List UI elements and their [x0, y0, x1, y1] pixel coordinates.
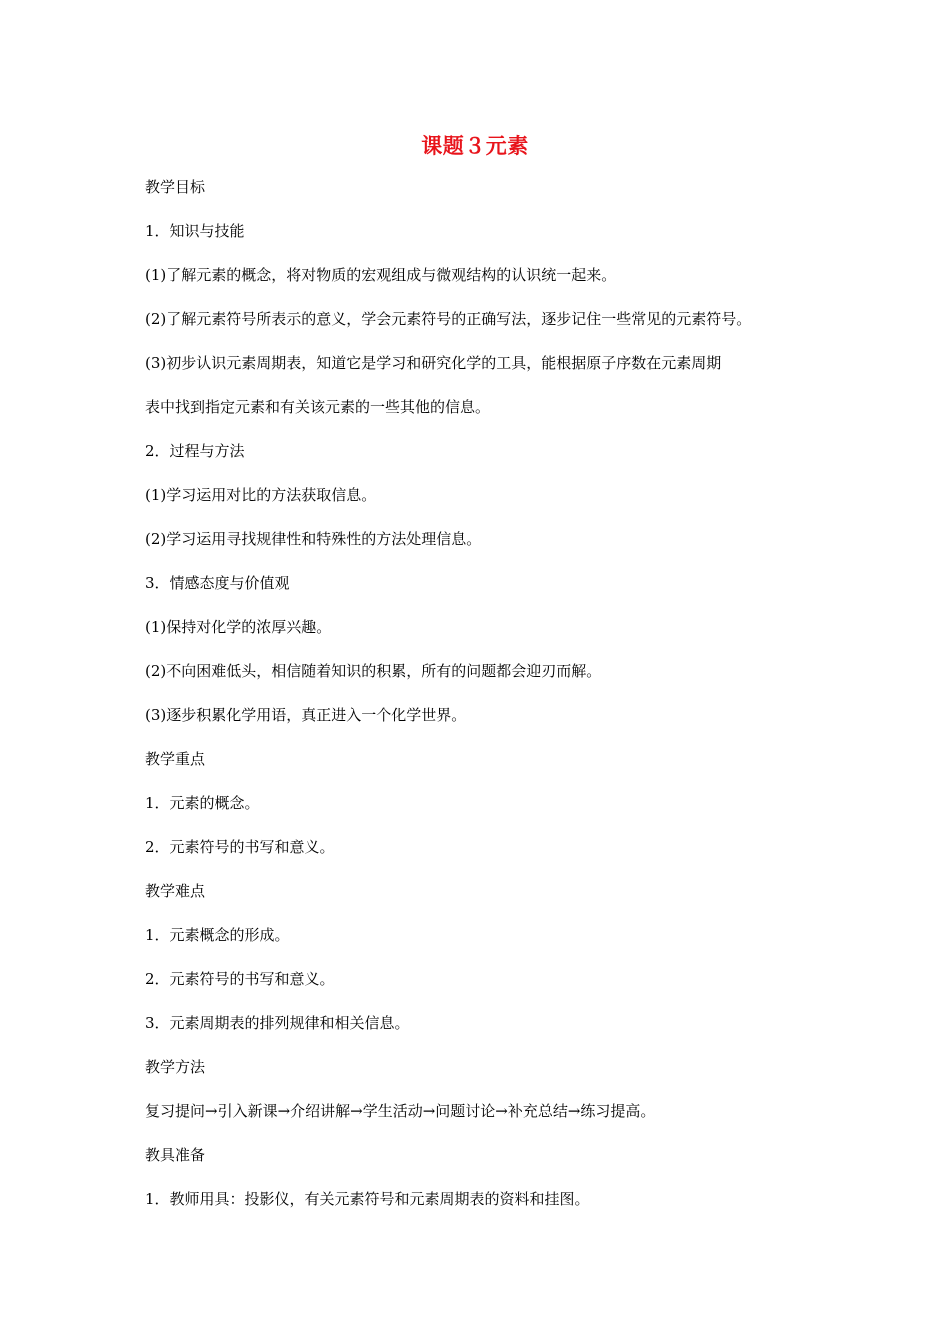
list-item: 2．元素符号的书写和意义。	[145, 838, 335, 856]
list-item: 3．元素周期表的排列规律和相关信息。	[145, 1014, 410, 1032]
list-item: 1．元素概念的形成。	[145, 926, 290, 944]
list-item: (3)逐步积累化学用语，真正进入一个化学世界。	[145, 706, 467, 724]
page-title: 课题３元素	[421, 134, 529, 158]
list-item: (2)学习运用寻找规律性和特殊性的方法处理信息。	[145, 530, 482, 548]
list-item: (2)了解元素符号所表示的意义，学会元素符号的正确写法，逐步记住一些常见的元素符号。	[145, 310, 752, 328]
subheading-knowledge-skills: 1．知识与技能	[145, 222, 245, 240]
subheading-process-methods: 2．过程与方法	[145, 442, 245, 460]
list-item-continuation: 表中找到指定元素和有关该元素的一些其他的信息。	[145, 398, 491, 416]
list-item: 1．教师用具：投影仪，有关元素符号和元素周期表的资料和挂图。	[145, 1190, 590, 1208]
list-item: (3)初步认识元素周期表，知道它是学习和研究化学的工具，能根据原子序数在元素周期	[145, 354, 722, 372]
list-item: (1)学习运用对比的方法获取信息。	[145, 486, 377, 504]
list-item: (2)不向困难低头，相信随着知识的积累，所有的问题都会迎刃而解。	[145, 662, 602, 680]
section-heading-key-points: 教学重点	[145, 750, 206, 768]
list-item: 2．元素符号的书写和意义。	[145, 970, 335, 988]
method-flow: 复习提问→引入新课→介绍讲解→学生活动→问题讨论→补充总结→练习提高。	[145, 1102, 656, 1120]
section-heading-difficulties: 教学难点	[145, 882, 206, 900]
list-item: (1)保持对化学的浓厚兴趣。	[145, 618, 332, 636]
section-heading-objectives: 教学目标	[145, 178, 206, 196]
section-heading-materials: 教具准备	[145, 1146, 206, 1164]
list-item: 1．元素的概念。	[145, 794, 260, 812]
document-body	[145, 176, 845, 1232]
list-item: (1)了解元素的概念，将对物质的宏观组成与微观结构的认识统一起来。	[145, 266, 617, 284]
section-heading-methods: 教学方法	[145, 1058, 206, 1076]
subheading-attitude-values: 3．情感态度与价值观	[145, 574, 290, 592]
